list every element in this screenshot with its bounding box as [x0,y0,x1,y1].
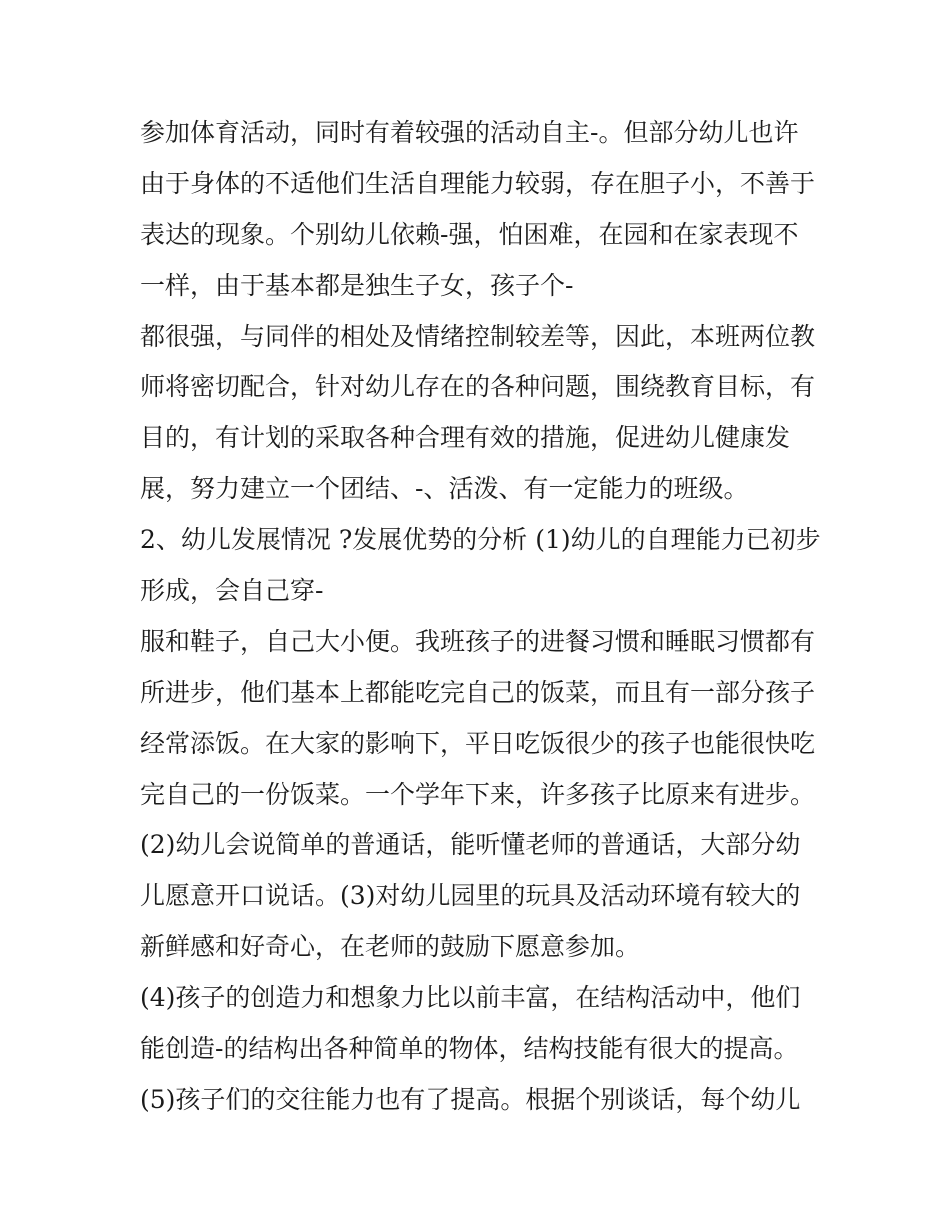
text-line: 经常添饭。在大家的影响下，平日吃饭很少的孩子也能很快吃 [140,728,816,758]
text-line: 目的，有计划的采取各种合理有效的措施，促进幼儿健康发 [140,423,791,453]
text-line: 师将密切配合，针对幼儿存在的各种问题，围绕教育目标，有 [140,372,816,402]
text-line: (5)孩子们的交往能力也有了提高。根据个别谈话，每个幼儿 [140,1084,801,1114]
text-line: 新鲜感和好奇心，在老师的鼓励下愿意参加。 [140,932,641,962]
text-line: 一样，由于基本都是独生子女，孩子个- [140,270,574,300]
body-text [140,108,830,1126]
text-line: 参加体育活动，同时有着较强的活动自主-。但部分幼儿也许 [140,118,799,147]
text-line: (4)孩子的创造力和想象力比以前丰富，在结构活动中，他们 [140,983,801,1013]
text-line: 形成，会自己穿- [140,576,324,606]
text-line: 由于身体的不适他们生活自理能力较弱，存在胆子小，不善于 [140,168,816,198]
section-heading-line: 2、幼儿发展情况 ?发展优势的分析 (1)幼儿的自理能力已初步 [140,525,821,555]
text-line: 服和鞋子，自己大小便。我班孩子的进餐习惯和睡眠习惯都有 [140,626,816,656]
text-line: 完自己的一份饭菜。一个学年下来，许多孩子比原来有进步。 [140,779,816,809]
text-line: 儿愿意开口说话。(3)对幼儿园里的玩具及活动环境有较大的 [140,881,801,911]
text-line: 能创造-的结构出各种简单的物体，结构技能有很大的提高。 [140,1034,799,1064]
text-line: 展，努力建立一个团结、-、活泼、有一定能力的班级。 [140,474,749,504]
text-line: 都很强，与同伴的相处及情绪控制较差等，因此，本班两位教 [140,321,816,351]
text-line: (2)幼儿会说简单的普通话，能听懂老师的普通话，大部分幼 [140,830,801,860]
text-line: 表达的现象。个别幼儿依赖-强，怕困难，在园和在家表现不 [140,219,799,249]
text-line: 所进步，他们基本上都能吃完自己的饭菜，而且有一部分孩子 [140,677,816,707]
